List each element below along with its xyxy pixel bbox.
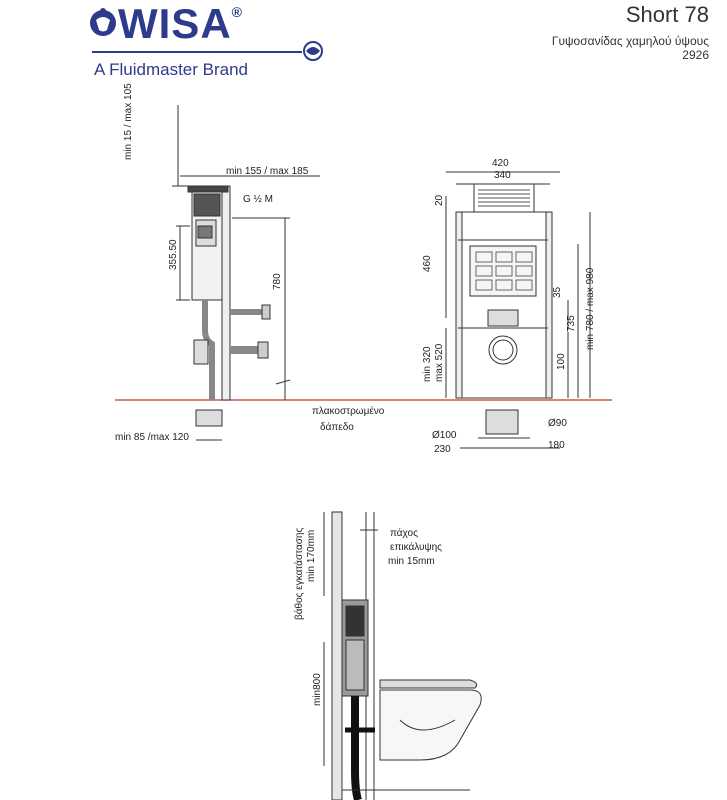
dim-340-label: 340 [494, 170, 511, 181]
dim-230-label: 230 [434, 444, 451, 455]
dim-d90-label: Ø90 [548, 418, 567, 429]
product-subtitle: Γυψοσανίδας χαμηλού ύψους [551, 34, 709, 48]
dim-max520-label: max 520 [434, 343, 445, 382]
dim-460-label: 460 [422, 255, 433, 272]
dim-100-label: 100 [556, 353, 567, 370]
dim-bottom-label: min 85 /max 120 [115, 432, 189, 443]
dim-35-label: 35 [552, 286, 563, 298]
floor-label-1: πλακοστρωμένο [312, 406, 385, 417]
dim-180-label: 180 [548, 440, 565, 451]
dim-min320-label: min 320 [422, 346, 433, 382]
dim-420-label: 420 [492, 158, 509, 169]
dim-35550-label: 355.50 [168, 239, 179, 270]
cover-label-2: επικάλυψης [390, 542, 442, 553]
depth-label-1: βάθος εγκατάστασης [294, 527, 305, 620]
product-title: Short 78 [625, 2, 709, 27]
dim-max980-label: min 780 / max 980 [585, 267, 596, 350]
side-view [172, 105, 320, 440]
brand-name: WISA® [118, 0, 243, 47]
front-view [446, 172, 590, 448]
dim-width-label: min 155 / max 185 [226, 166, 309, 177]
dim-735-label: 735 [566, 315, 577, 332]
registered-mark: ® [231, 4, 243, 20]
product-code: 2926 [682, 48, 709, 62]
cover-label-3: min 15mm [388, 556, 435, 567]
thread-label: G ½ M [243, 194, 274, 205]
dim-top-label: min 15 / max 105 [123, 83, 134, 160]
depth-label-2: min 170mm [306, 529, 317, 582]
brand-tagline: A Fluidmaster Brand [94, 60, 249, 79]
floor-label-2: δάπεδο [320, 422, 354, 433]
dim-20-label: 20 [434, 194, 445, 206]
dim-d100-label: Ø100 [432, 430, 457, 441]
cover-label-1: πάχος [390, 528, 418, 539]
dim-780-label: 780 [272, 273, 283, 290]
min800-label: min800 [312, 673, 323, 706]
